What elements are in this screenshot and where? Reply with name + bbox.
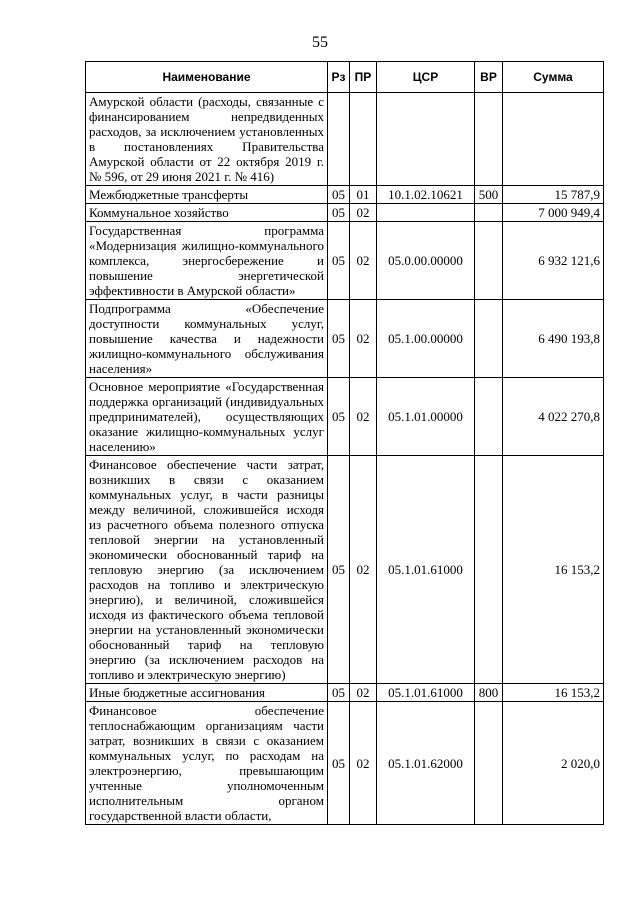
row-pr: 02 xyxy=(350,456,377,684)
row-pr: 02 xyxy=(350,300,377,378)
row-name: Основное мероприятие «Государственная поддержка организаций (индивидуальных предпринимателей), осуществляющих оказание жилищно-коммунальных услуг населению» xyxy=(86,378,328,456)
row-rz: 05 xyxy=(328,186,350,204)
row-csr xyxy=(377,93,475,186)
row-rz: 05 xyxy=(328,456,350,684)
table-row xyxy=(86,300,604,378)
row-vr xyxy=(475,702,503,825)
table-row xyxy=(86,204,604,222)
row-csr: 05.1.01.61000 xyxy=(377,456,475,684)
row-name: Амурской области (расходы, связанные с финансированием непредвиденных расходов, за исключением установленных в постановлениях Правительства Амурской области от 22 октября 2019 г. № 596, от 29 июня 2021 г. № 416) xyxy=(86,93,328,186)
table-row xyxy=(86,222,604,300)
header-vr: ВР xyxy=(475,62,503,93)
row-name: Государственная программа «Модернизация жилищно-коммунального комплекса, энергосбережение и повышение энергетической эффективности в Амурской области» xyxy=(86,222,328,300)
row-sum: 4 022 270,8 xyxy=(503,378,604,456)
row-csr: 05.1.01.00000 xyxy=(377,378,475,456)
row-pr: 01 xyxy=(350,186,377,204)
table-header xyxy=(86,62,604,93)
row-sum: 6 932 121,6 xyxy=(503,222,604,300)
row-vr xyxy=(475,222,503,300)
row-csr: 10.1.02.10621 xyxy=(377,186,475,204)
table-row xyxy=(86,702,604,825)
row-sum: 15 787,9 xyxy=(503,186,604,204)
row-pr: 02 xyxy=(350,222,377,300)
row-csr: 05.1.00.00000 xyxy=(377,300,475,378)
row-csr xyxy=(377,204,475,222)
row-csr: 05.1.01.62000 xyxy=(377,702,475,825)
row-rz: 05 xyxy=(328,684,350,702)
row-rz: 05 xyxy=(328,222,350,300)
row-sum: 6 490 193,8 xyxy=(503,300,604,378)
row-name: Финансовое обеспечение теплоснабжающим организациям части затрат, возникших в связи с оказанием коммунальных услуг, по расходам на электроэнергию, превышающим учтенные уполномоченным исполнительным органом государственной власти области, xyxy=(86,702,328,825)
table-row xyxy=(86,93,604,186)
header-csr: ЦСР xyxy=(377,62,475,93)
table-row xyxy=(86,186,604,204)
row-name: Коммунальное хозяйство xyxy=(86,204,328,222)
table-row xyxy=(86,456,604,684)
row-vr xyxy=(475,378,503,456)
row-vr: 500 xyxy=(475,186,503,204)
row-vr xyxy=(475,300,503,378)
row-vr xyxy=(475,204,503,222)
table-row xyxy=(86,684,604,702)
row-rz: 05 xyxy=(328,702,350,825)
row-vr: 800 xyxy=(475,684,503,702)
row-rz: 05 xyxy=(328,378,350,456)
row-sum xyxy=(503,93,604,186)
row-name: Финансовое обеспечение части затрат, возникших в связи с оказанием коммунальных услуг, в части разницы между величиной, сложившейся исходя из расчетного объема полезного отпуска тепловой энергии на установленный экономически обоснованный тариф на тепловую энергию (за исключением расходов на топливо и электрическую энергию), и величиной, сложившейся исходя из фактического объема тепловой энергии на установленный экономически обоснованный тариф на тепловую энергию (за исключением расходов на топливо и электрическую энергию) xyxy=(86,456,328,684)
row-pr: 02 xyxy=(350,378,377,456)
table-row xyxy=(86,378,604,456)
row-sum: 16 153,2 xyxy=(503,456,604,684)
row-pr: 02 xyxy=(350,684,377,702)
row-pr xyxy=(350,93,377,186)
row-sum: 2 020,0 xyxy=(503,702,604,825)
header-pr: ПР xyxy=(350,62,377,93)
header-name: Наименование xyxy=(86,62,328,93)
row-sum: 16 153,2 xyxy=(503,684,604,702)
row-csr: 05.1.01.61000 xyxy=(377,684,475,702)
row-name: Межбюджетные трансферты xyxy=(86,186,328,204)
row-rz xyxy=(328,93,350,186)
row-pr: 02 xyxy=(350,204,377,222)
row-csr: 05.0.00.00000 xyxy=(377,222,475,300)
row-vr xyxy=(475,456,503,684)
budget-table xyxy=(85,61,604,825)
row-rz: 05 xyxy=(328,204,350,222)
header-rz: Рз xyxy=(328,62,350,93)
row-rz: 05 xyxy=(328,300,350,378)
row-vr xyxy=(475,93,503,186)
row-pr: 02 xyxy=(350,702,377,825)
row-sum: 7 000 949,4 xyxy=(503,204,604,222)
row-name: Подпрограмма «Обеспечение доступности коммунальных услуг, повышение качества и надежности жилищно-коммунального обслуживания населения» xyxy=(86,300,328,378)
row-name: Иные бюджетные ассигнования xyxy=(86,684,328,702)
header-sum: Сумма xyxy=(503,62,604,93)
page-number: 55 xyxy=(312,34,328,51)
